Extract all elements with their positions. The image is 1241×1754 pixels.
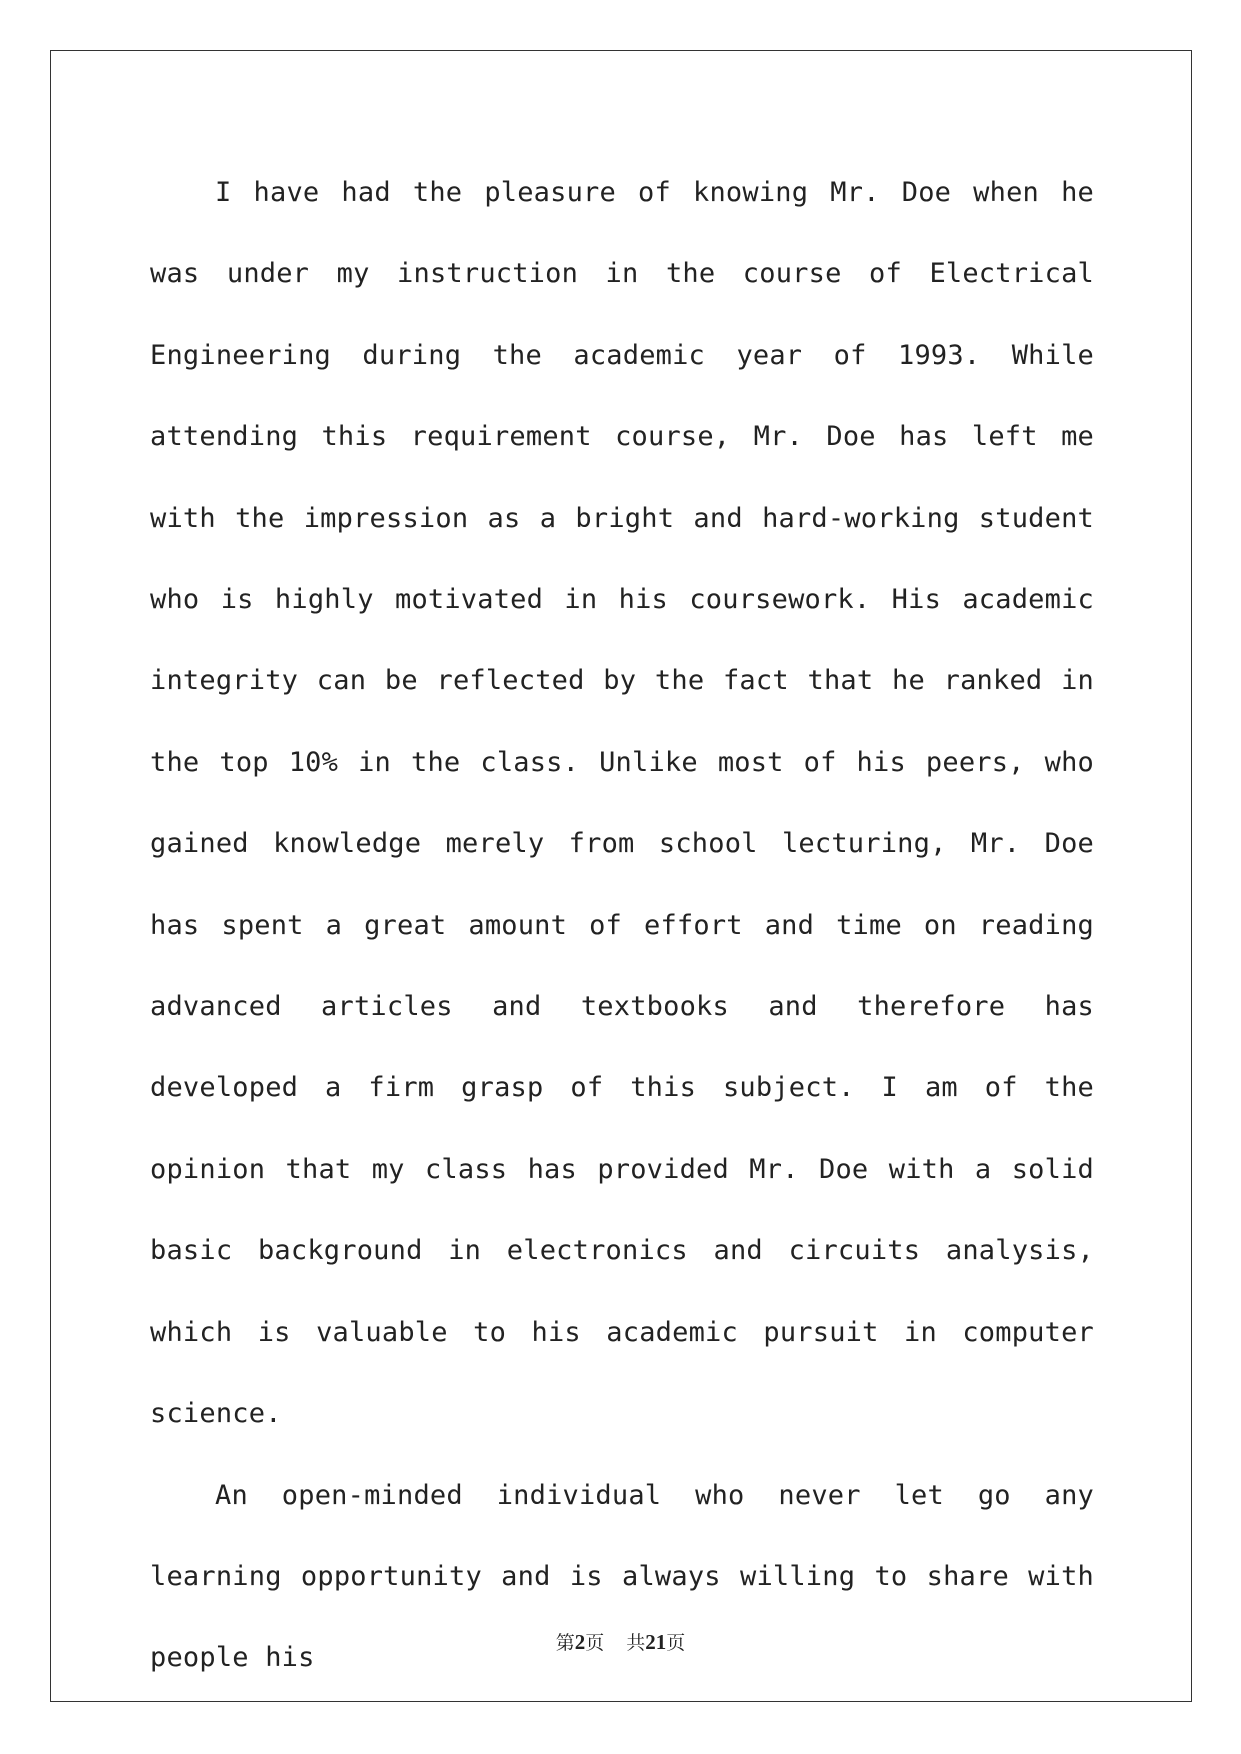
page-footer bbox=[0, 1628, 1241, 1655]
page-number: 2 bbox=[574, 1630, 586, 1654]
footer-page-suffix: 页 bbox=[585, 1632, 605, 1654]
document-body bbox=[150, 152, 1094, 1699]
footer-prefix: 第 bbox=[555, 1632, 575, 1654]
total-pages: 21 bbox=[645, 1630, 667, 1654]
footer-total-prefix: 共 bbox=[626, 1632, 646, 1654]
paragraph-2: An open-minded individual who never let go any learning opportunity and is always willing to share with people his bbox=[150, 1479, 1094, 1674]
paragraph-1: I have had the pleasure of knowing Mr. Doe when he was under my instruction in the course of Electrical Engineering during the academic year of 1993. While attending this requirement course, Mr. Doe has left me with the impression as a bright and hard-working student who is highly motivated in his coursework. His academic integrity can be reflected by the fact that he ranked in the top 10% in the class. Unlike most of his peers, who gained knowledge merely from school lecturing, Mr. Doe has spent a great amount of effort and time on reading advanced articles and textbooks and therefore has developed a firm grasp of this subject. I am of the opinion that my class has provided Mr. Doe with a solid basic background in electronics and circuits analysis, which is valuable to his academic pursuit in computer science. bbox=[150, 177, 1094, 1430]
footer-total-suffix: 页 bbox=[666, 1632, 686, 1654]
